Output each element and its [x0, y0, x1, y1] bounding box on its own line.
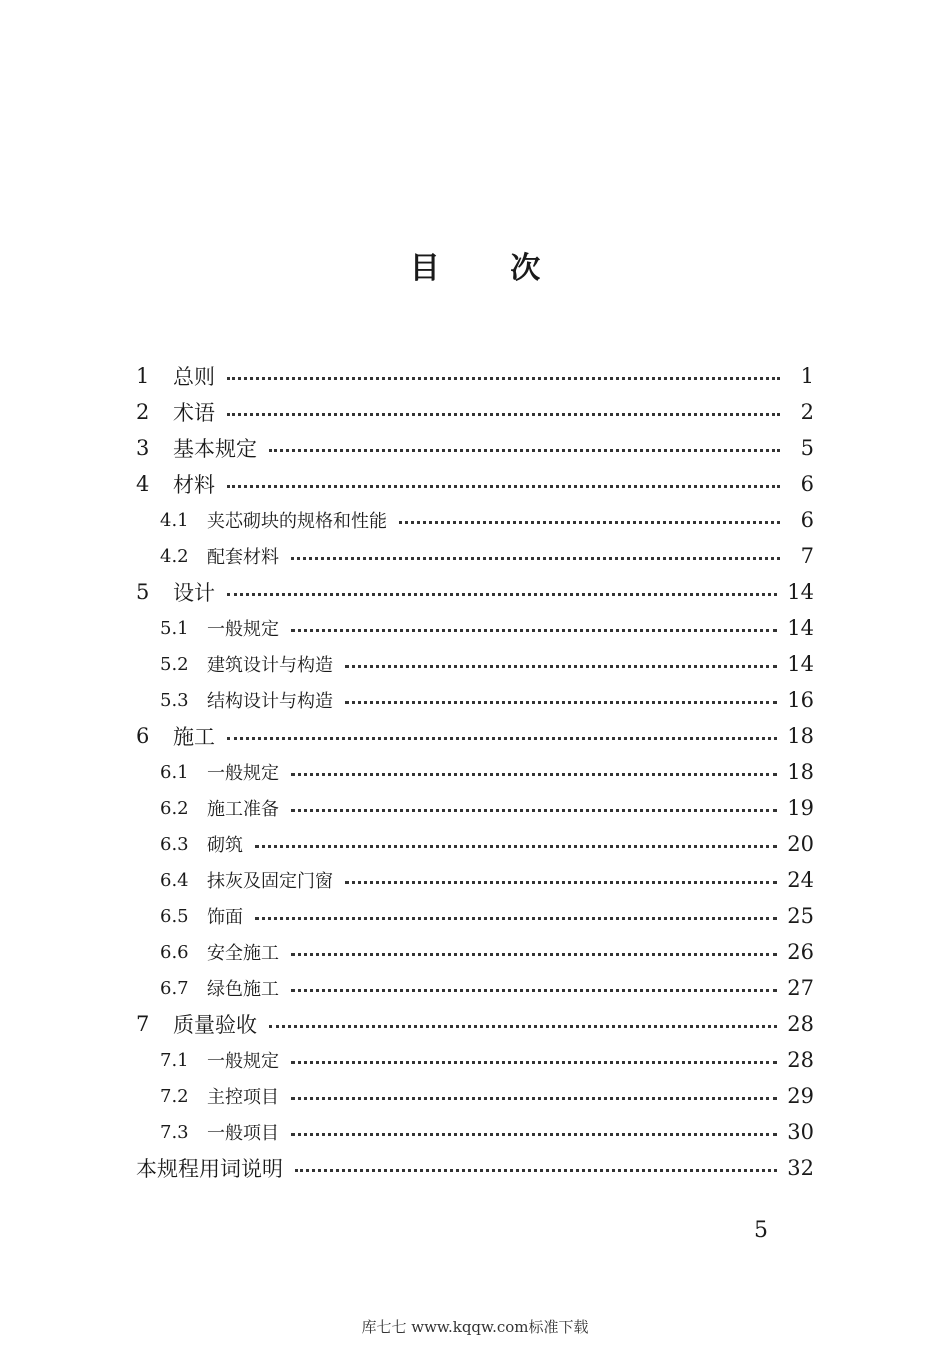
toc-entry-number: 6.3 — [160, 833, 189, 855]
page-title: 目 次 — [409, 251, 571, 286]
toc-entry[interactable] — [136, 682, 814, 718]
toc-entry-label: 质量验收 — [173, 1013, 257, 1037]
toc-entry-page: 1 — [800, 364, 814, 388]
toc-entry-page: 19 — [787, 796, 814, 820]
toc-dot-leader — [291, 988, 777, 992]
toc-entry-label: 主控项目 — [207, 1087, 279, 1108]
toc-entry-label: 饰面 — [207, 907, 243, 928]
toc-entry[interactable] — [136, 1078, 814, 1114]
toc-entry[interactable] — [136, 790, 814, 826]
toc-entry-label: 施工 — [173, 725, 215, 749]
toc-entry[interactable] — [136, 430, 814, 466]
toc-dot-leader — [227, 484, 780, 488]
toc-entry-number: 2 — [136, 400, 150, 424]
toc-entry[interactable] — [136, 1150, 814, 1186]
toc-dot-leader — [227, 592, 777, 596]
toc-dot-leader — [227, 412, 780, 416]
toc-entry-number: 6.1 — [160, 761, 189, 783]
toc-entry-label: 抹灰及固定门窗 — [207, 871, 333, 892]
toc-dot-leader — [291, 556, 780, 560]
toc-entry[interactable] — [136, 826, 814, 862]
toc-entry[interactable] — [136, 1042, 814, 1078]
toc-entry[interactable] — [136, 466, 814, 502]
toc-entry-page: 24 — [787, 868, 814, 892]
toc-dot-leader — [295, 1168, 777, 1172]
toc-dot-leader — [291, 772, 777, 776]
toc-entry[interactable] — [136, 970, 814, 1006]
toc-entry-label: 建筑设计与构造 — [207, 655, 333, 676]
toc-entry-label: 一般规定 — [207, 1051, 279, 1072]
toc-entry-label: 砌筑 — [207, 835, 243, 856]
toc-entry-page: 14 — [787, 616, 814, 640]
toc-dot-leader — [345, 880, 777, 884]
table-of-contents — [136, 358, 814, 1186]
toc-entry-page: 20 — [787, 832, 814, 856]
toc-entry-number: 5.3 — [160, 689, 189, 711]
toc-dot-leader — [291, 808, 777, 812]
toc-entry-page: 28 — [787, 1048, 814, 1072]
toc-entry-page: 6 — [800, 508, 814, 532]
toc-entry-label: 设计 — [173, 581, 215, 605]
toc-entry-page: 16 — [787, 688, 814, 712]
toc-entry-page: 18 — [787, 760, 814, 784]
toc-dot-leader — [345, 664, 777, 668]
footer-watermark: 库七七 www.kqqw.com标准下载 — [361, 1318, 589, 1336]
toc-entry-number: 6.5 — [160, 905, 189, 927]
toc-entry-page: 7 — [800, 544, 814, 568]
toc-dot-leader — [255, 844, 777, 848]
toc-entry-number: 5 — [136, 580, 150, 604]
toc-entry-page: 28 — [787, 1012, 814, 1036]
toc-entry-number: 7 — [136, 1012, 150, 1036]
toc-entry[interactable] — [136, 574, 814, 610]
toc-entry[interactable] — [136, 898, 814, 934]
page-number: 5 — [754, 1218, 768, 1243]
toc-dot-leader — [399, 520, 780, 524]
toc-entry-page: 2 — [800, 400, 814, 424]
toc-dot-leader — [291, 952, 777, 956]
toc-dot-leader — [291, 628, 777, 632]
toc-entry[interactable] — [136, 646, 814, 682]
toc-entry-label: 一般规定 — [207, 619, 279, 640]
toc-entry-label: 施工准备 — [207, 799, 279, 820]
toc-entry-page: 26 — [787, 940, 814, 964]
toc-entry-number: 6.7 — [160, 977, 189, 999]
toc-entry[interactable] — [136, 934, 814, 970]
toc-entry-label: 安全施工 — [207, 943, 279, 964]
toc-entry-page: 14 — [787, 652, 814, 676]
toc-dot-leader — [227, 376, 780, 380]
toc-entry-number: 7.3 — [160, 1121, 189, 1143]
toc-entry-page: 25 — [787, 904, 814, 928]
toc-dot-leader — [269, 1024, 777, 1028]
toc-entry[interactable] — [136, 502, 814, 538]
toc-entry[interactable] — [136, 1114, 814, 1150]
toc-entry[interactable] — [136, 754, 814, 790]
toc-entry-label: 基本规定 — [173, 437, 257, 461]
toc-entry-label: 材料 — [173, 473, 215, 497]
toc-entry-label: 一般项目 — [207, 1123, 279, 1144]
toc-entry-number: 6.2 — [160, 797, 189, 819]
toc-entry-label: 术语 — [173, 401, 215, 425]
toc-entry-page: 18 — [787, 724, 814, 748]
toc-entry-page: 27 — [787, 976, 814, 1000]
toc-entry-number: 3 — [136, 436, 150, 460]
toc-entry-page: 14 — [787, 580, 814, 604]
toc-dot-leader — [291, 1132, 777, 1136]
toc-dot-leader — [291, 1096, 777, 1100]
toc-entry[interactable] — [136, 538, 814, 574]
toc-entry-page: 32 — [787, 1156, 814, 1180]
toc-entry-label: 夹芯砌块的规格和性能 — [207, 511, 387, 532]
toc-dot-leader — [227, 736, 777, 740]
toc-entry-label: 总则 — [173, 365, 215, 389]
toc-entry-page: 30 — [787, 1120, 814, 1144]
toc-entry-number: 4.2 — [160, 545, 189, 567]
toc-entry[interactable] — [136, 610, 814, 646]
toc-entry-number: 6.6 — [160, 941, 189, 963]
toc-entry-number: 5.1 — [160, 617, 189, 639]
toc-entry-label: 结构设计与构造 — [207, 691, 333, 712]
toc-dot-leader — [291, 1060, 777, 1064]
toc-entry-page: 6 — [800, 472, 814, 496]
toc-entry-number: 1 — [136, 364, 150, 388]
toc-entry-number: 5.2 — [160, 653, 189, 675]
toc-entry-label: 配套材料 — [207, 547, 279, 568]
toc-entry-number: 6.4 — [160, 869, 189, 891]
toc-dot-leader — [269, 448, 780, 452]
toc-entry[interactable] — [136, 1006, 814, 1042]
toc-entry-label: 绿色施工 — [207, 979, 279, 1000]
toc-entry[interactable] — [136, 718, 814, 754]
toc-entry[interactable] — [136, 394, 814, 430]
toc-dot-leader — [345, 700, 777, 704]
toc-entry-number: 4 — [136, 472, 150, 496]
toc-entry-label: 本规程用词说明 — [136, 1157, 283, 1181]
toc-entry-number: 4.1 — [160, 509, 189, 531]
toc-dot-leader — [255, 916, 777, 920]
toc-entry-number: 6 — [136, 724, 150, 748]
toc-entry-label: 一般规定 — [207, 763, 279, 784]
toc-entry[interactable] — [136, 358, 814, 394]
toc-entry-page: 5 — [800, 436, 814, 460]
toc-entry-number: 7.2 — [160, 1085, 189, 1107]
toc-entry-page: 29 — [787, 1084, 814, 1108]
toc-entry[interactable] — [136, 862, 814, 898]
toc-entry-number: 7.1 — [160, 1049, 189, 1071]
